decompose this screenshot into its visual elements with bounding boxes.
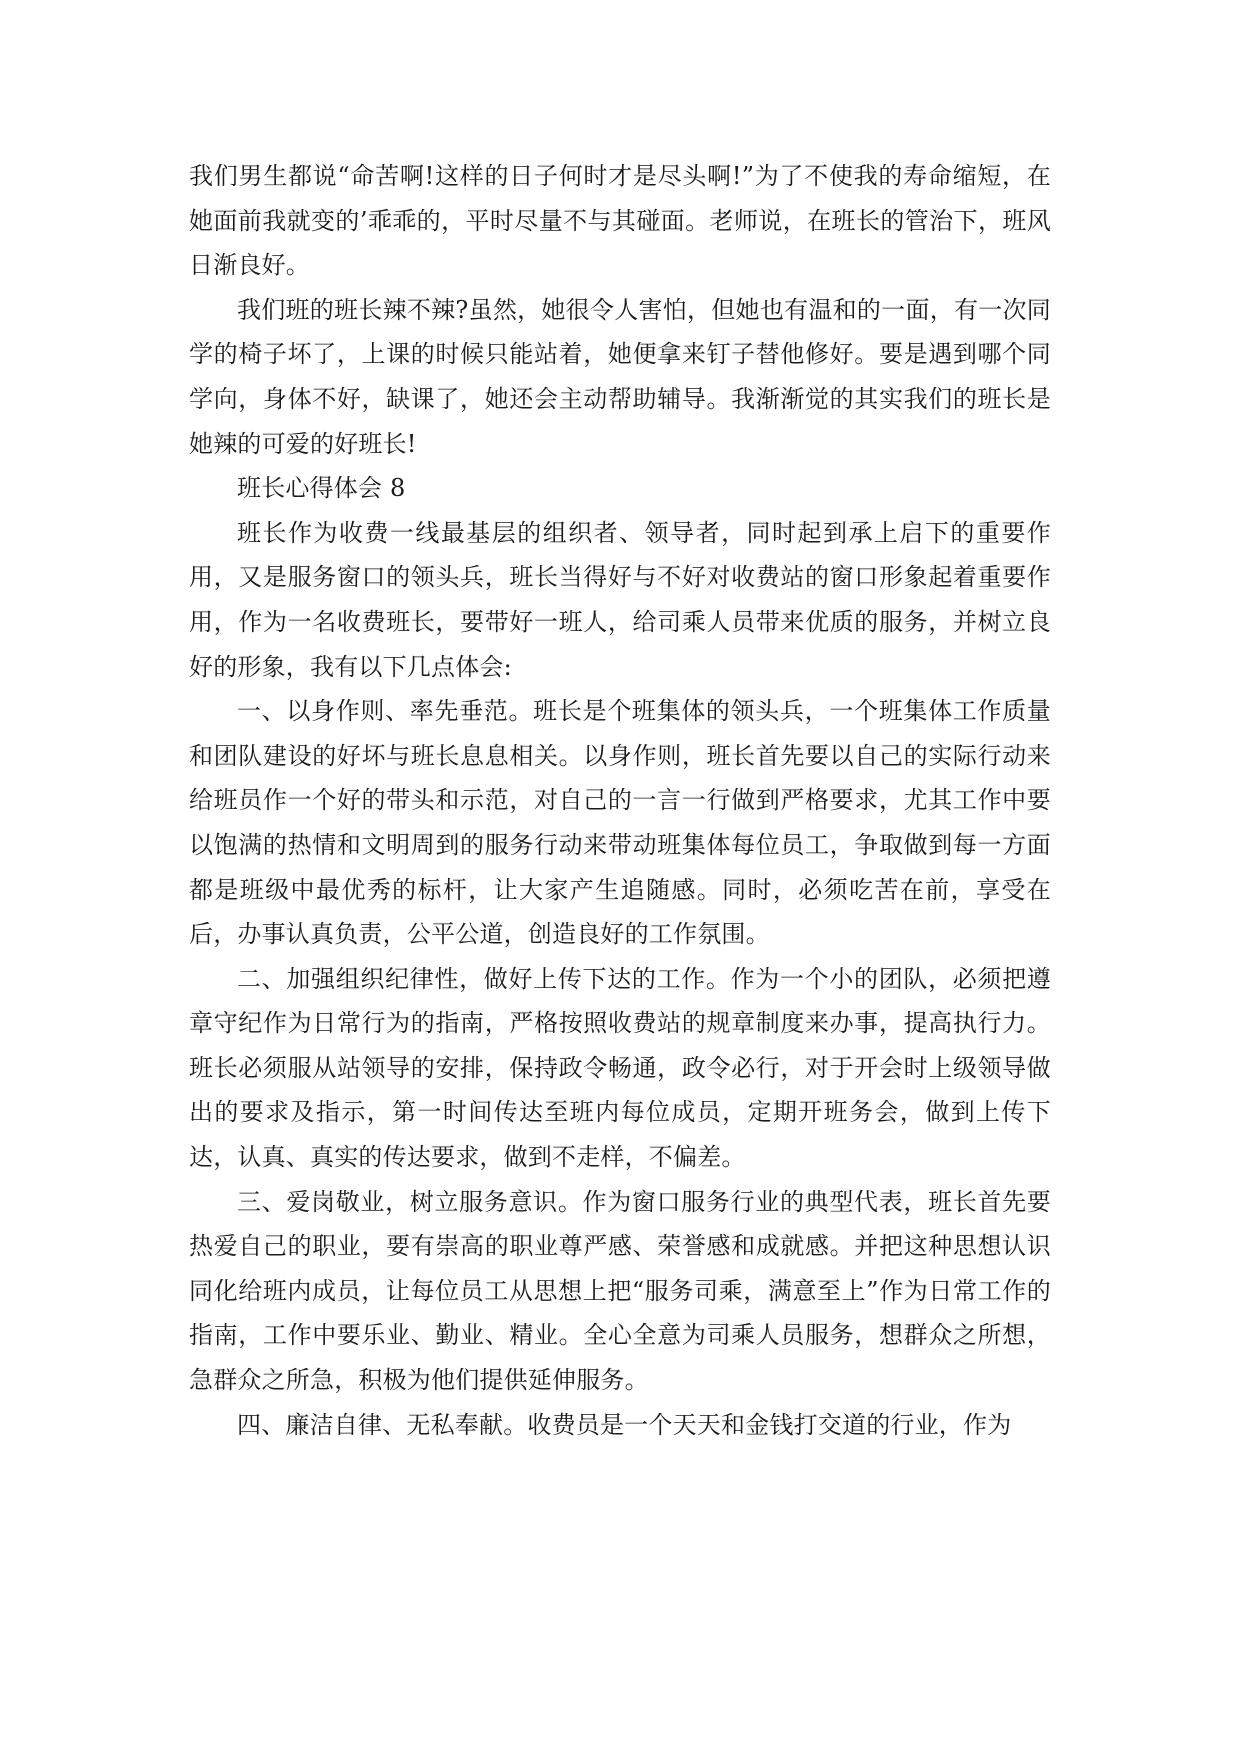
paragraph: 一、以身作则、率先垂范。班长是个班集体的领头兵，一个班集体工作质量和团队建设的好坏与班长息息相关。以身作则，班长首先要以自己的实际行动来给班员作一个好的带头和示范，对自己的一言一行做到严格要求，尤其工作中要以饱满的热情和文明周到的服务行动来带动班集体每位员工，争取做到每一方面都是班级中最优秀的标杆，让大家产生追随感。同时，必须吃苦在前，享受在后，办事认真负责，公平公道，创造良好的工作氛围。 — [189, 697, 1051, 949]
paragraph: 二、加强组织纪律性，做好上传下达的工作。作为一个小的团队，必须把遵章守纪作为日常行为的指南，严格按照收费站的规章制度来办事，提高执行力。班长必须服从站领导的安排，保持政令畅通，政令必行，对于开会时上级领导做出的要求及指示，第一时间传达至班内每位成员，定期开班务会，做到上传下达，认真、真实的传达要求，做到不走样，不偏差。 — [189, 964, 1051, 1172]
paragraph: 三、爱岗敬业，树立服务意识。作为窗口服务行业的典型代表，班长首先要热爱自己的职业，要有崇高的职业尊严感、荣誉感和成就感。并把这种思想认识同化给班内成员，让每位员工从思想上把“服务司乘，满意至上”作为日常工作的指南，工作中要乐业、勤业、精业。全心全意为司乘人员服务，想群众之所想，急群众之所急，积极为他们提供延伸服务。 — [189, 1187, 1051, 1395]
section-heading: 班长心得体会 8 — [237, 474, 406, 503]
paragraph: 班长作为收费一线最基层的组织者、领导者，同时起到承上启下的重要作用，又是服务窗口的领头兵，班长当得好与不好对收费站的窗口形象起着重要作用，作为一名收费班长，要带好一班人，给司乘人员带来优质的服务，并树立良好的形象，我有以下几点体会: — [189, 518, 1051, 681]
paragraph: 我们男生都说“命苦啊!这样的日子何时才是尽头啊!”为了不使我的寿命缩短，在她面前我就变的’乖乖的，平时尽量不与其碰面。老师说，在班长的管治下，班风日渐良好。 — [189, 162, 1051, 280]
document-body — [189, 154, 1051, 1447]
paragraph: 我们班的班长辣不辣?虽然，她很令人害怕，但她也有温和的一面，有一次同学的椅子坏了，上课的时候只能站着，她便拿来钉子替他修好。要是遇到哪个同学向，身体不好，缺课了，她还会主动帮助辅导。我渐渐觉的其实我们的班长是她辣的可爱的好班长! — [189, 295, 1051, 458]
paragraph: 四、廉洁自律、无私奉献。收费员是一个天天和金钱打交道的行业，作为 — [237, 1410, 1012, 1439]
